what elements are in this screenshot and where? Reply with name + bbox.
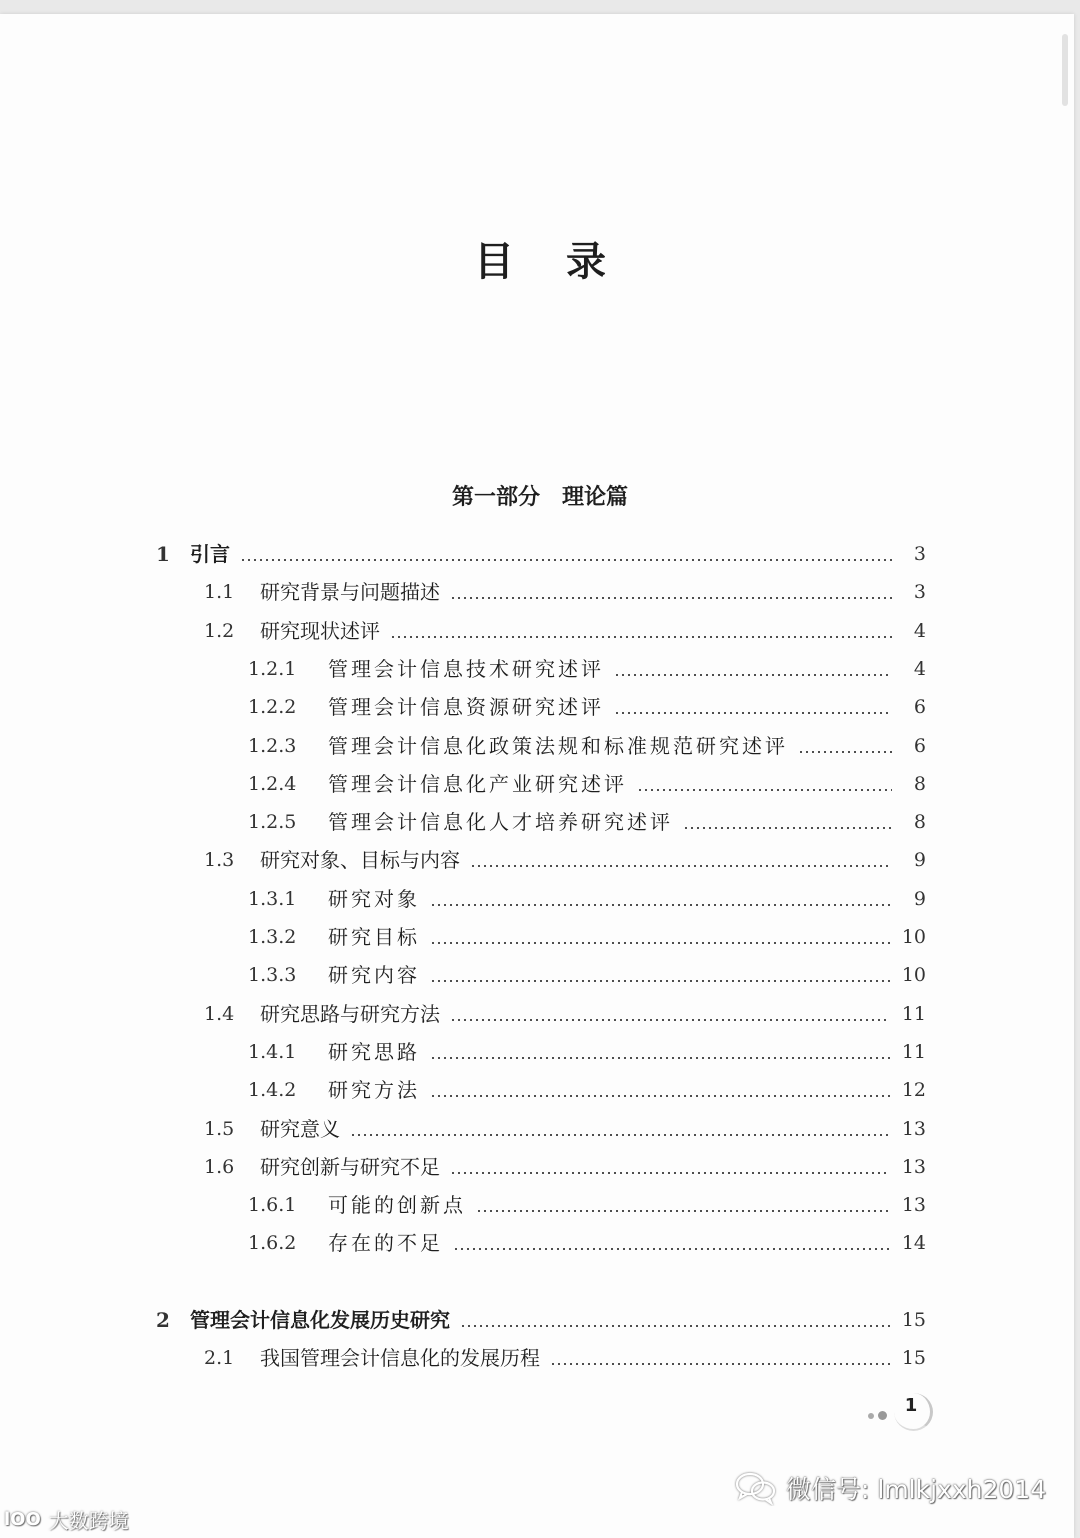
toc-entry-title: 研究现状述评 — [260, 618, 380, 643]
toc-entry-title: 管理会计信息化政策法规和标准规范研究述评 — [328, 733, 788, 758]
toc-entry-title: 管理会计信息化发展历史研究 — [190, 1307, 450, 1332]
toc-entry[interactable] — [204, 1344, 926, 1372]
toc-entry-page: 6 — [913, 734, 926, 757]
dot-leader — [550, 1363, 890, 1365]
dot-leader — [430, 942, 890, 944]
toc-entry-number: 1.4.1 — [248, 1040, 297, 1063]
toc-entry-page: 13 — [901, 1194, 926, 1217]
dot-leader — [390, 636, 892, 638]
toc-entry-number: 1.1 — [204, 581, 235, 604]
toc-entry-page: 13 — [901, 1117, 926, 1140]
toc-entry-page: 11 — [901, 1040, 926, 1063]
dot-leader — [430, 1057, 890, 1059]
toc-entry[interactable] — [204, 1115, 926, 1143]
toc-entry-number: 1.5 — [204, 1117, 235, 1140]
toc-entry[interactable] — [204, 1000, 926, 1028]
toc-entry-title: 研究背景与问题描述 — [260, 580, 440, 605]
toc-entry[interactable] — [248, 1076, 926, 1104]
toc-entry[interactable] — [248, 693, 926, 721]
toc-entry[interactable] — [204, 578, 926, 606]
scrollbar-thumb[interactable] — [1062, 34, 1068, 106]
toc-entry-title: 研究对象 — [328, 886, 420, 911]
dot-leader — [637, 789, 892, 791]
dot-leader — [798, 751, 892, 753]
source-name: 大数跨境 — [48, 1508, 129, 1533]
toc-entry-number: 1.3 — [204, 849, 235, 872]
toc-entry[interactable] — [248, 1229, 926, 1257]
toc-entry-number: 1.3.1 — [248, 887, 297, 910]
toc-entry-page: 15 — [901, 1347, 926, 1369]
dot-leader — [470, 865, 892, 867]
toc-entry[interactable] — [248, 770, 926, 798]
toc-entry-number: 1.4.2 — [248, 1079, 297, 1102]
dot-leader — [460, 1325, 890, 1327]
toc-entry-number: 1.6.2 — [248, 1232, 297, 1255]
toc-entry-page: 8 — [913, 772, 926, 795]
toc-entry[interactable] — [204, 846, 926, 874]
toc-entry-number: 1.2.1 — [248, 657, 297, 680]
toc-entry-title: 研究方法 — [328, 1078, 420, 1103]
toc-entry-number: 1.2 — [204, 619, 235, 642]
toc-entry-page: 13 — [901, 1155, 926, 1178]
toc-entry-title: 研究创新与研究不足 — [260, 1154, 440, 1179]
toc-entry[interactable] — [248, 808, 926, 836]
wechat-icon — [734, 1470, 778, 1506]
toc-entry-title: 可能的创新点 — [328, 1193, 466, 1218]
toc-entry-number: 1.4 — [204, 1002, 235, 1025]
source-logo: lOO — [4, 1508, 41, 1530]
toc-entry-number: 2.1 — [204, 1347, 235, 1369]
decorative-dot — [868, 1413, 874, 1419]
toc-entry-number: 1.6.1 — [248, 1194, 297, 1217]
toc-entry-number: 1.2.2 — [248, 696, 297, 719]
toc-entry-number: 1.2.5 — [248, 811, 297, 834]
source-watermark — [4, 1504, 129, 1534]
toc-entry-page: 12 — [901, 1079, 926, 1102]
toc-entry-page: 3 — [913, 543, 926, 565]
page-number: 1 — [904, 1395, 918, 1416]
dot-leader — [450, 597, 892, 599]
toc-entry-page: 11 — [901, 1002, 926, 1025]
toc-entry-page: 10 — [901, 964, 926, 987]
toc-entry-number: 1.3.2 — [248, 926, 297, 948]
toc-entry[interactable] — [204, 1153, 926, 1181]
toc-entry-title: 引言 — [190, 542, 230, 566]
toc-entry-title: 管理会计信息资源研究述评 — [328, 695, 604, 720]
toc-entry-page: 3 — [913, 581, 926, 604]
dot-leader — [450, 1172, 890, 1174]
dot-leader — [430, 1095, 890, 1097]
toc-entry-number: 1 — [156, 542, 170, 566]
dot-leader — [683, 827, 892, 829]
dot-leader — [430, 904, 892, 906]
wechat-id: 微信号: lmlkjxxh2014 — [786, 1475, 1047, 1504]
dot-leader — [614, 674, 892, 676]
dot-leader — [430, 980, 890, 982]
toc-entry-title: 存在的不足 — [328, 1231, 443, 1256]
toc-entry-page: 6 — [913, 696, 926, 719]
page-title: 目录 — [474, 239, 658, 285]
toc-entry-page: 9 — [913, 849, 926, 872]
toc-entry-title: 研究思路与研究方法 — [260, 1001, 440, 1026]
toc-entry[interactable] — [248, 1038, 926, 1066]
toc-entry[interactable] — [156, 540, 926, 568]
toc-entry-number: 1.3.3 — [248, 964, 297, 987]
dot-leader — [350, 1134, 890, 1136]
toc-entry-title: 管理会计信息技术研究述评 — [328, 656, 604, 681]
toc-entry[interactable] — [248, 1191, 926, 1219]
dot-leader — [476, 1210, 890, 1212]
toc-entry[interactable] — [248, 732, 926, 760]
toc-entry-title: 管理会计信息化产业研究述评 — [328, 771, 627, 796]
toc-entry-page: 15 — [901, 1308, 926, 1331]
toc-entry[interactable] — [156, 1306, 926, 1334]
toc-entry-number: 1.2.4 — [248, 772, 297, 795]
toc-entry-title: 研究意义 — [260, 1116, 340, 1141]
dot-leader — [614, 712, 892, 714]
dot-leader — [240, 559, 892, 561]
toc-entry-title: 我国管理会计信息化的发展历程 — [260, 1346, 540, 1370]
dot-leader — [453, 1248, 890, 1250]
toc-entry-title: 管理会计信息化人才培养研究述评 — [328, 810, 673, 835]
toc-entry[interactable] — [248, 961, 926, 989]
toc-entry-title: 研究对象、目标与内容 — [260, 848, 460, 873]
toc-entry-page: 8 — [913, 811, 926, 834]
dot-leader — [450, 1019, 890, 1021]
page-number-badge — [866, 1393, 936, 1433]
toc-entry[interactable] — [248, 655, 926, 683]
toc-entry[interactable] — [204, 617, 926, 645]
toc-entry-page: 9 — [913, 887, 926, 910]
part-heading — [0, 480, 1080, 511]
toc-entry-number: 1.2.3 — [248, 734, 297, 757]
toc-entry[interactable] — [248, 885, 926, 913]
toc-entry-page: 10 — [901, 926, 926, 948]
toc-entry-number: 2 — [156, 1307, 170, 1332]
part-title: 第一部分 — [451, 485, 540, 510]
decorative-dot — [878, 1411, 887, 1420]
toc-entry-title: 研究内容 — [328, 963, 420, 988]
toc-entry-page: 14 — [901, 1232, 926, 1255]
toc-entry[interactable] — [248, 923, 926, 951]
toc-entry-title: 研究目标 — [328, 925, 420, 949]
toc-entry-page: 4 — [913, 657, 926, 680]
part-subtitle: 理论篇 — [562, 485, 629, 510]
toc-entry-number: 1.6 — [204, 1155, 235, 1178]
wechat-watermark — [734, 1468, 1046, 1508]
toc-entry-page: 4 — [913, 619, 926, 642]
toc-entry-title: 研究思路 — [328, 1039, 420, 1064]
